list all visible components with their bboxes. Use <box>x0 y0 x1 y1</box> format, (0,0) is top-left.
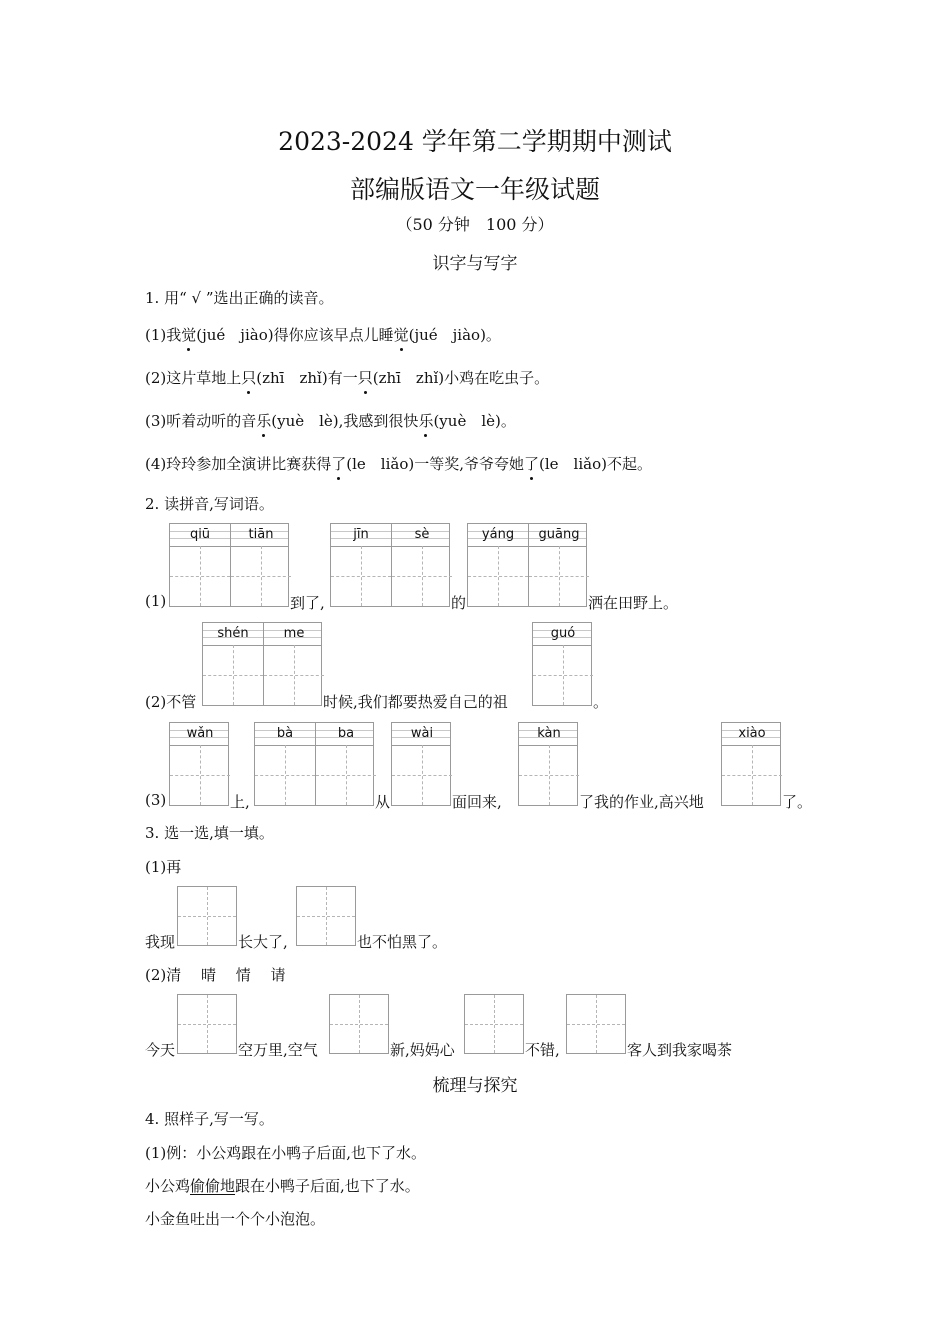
pinyin-label: xiào <box>738 726 766 741</box>
q2-row1-text-1: 到了, <box>290 594 325 612</box>
section-heading-2: 梳理与探究 <box>432 1076 518 1096</box>
pinyin-label: jīn <box>353 527 369 542</box>
pinyin-label: wài <box>410 726 434 741</box>
q2-row2-text-2: 。 <box>593 693 609 711</box>
question-4-stem: 4. 照样子,写一写。 <box>145 1110 274 1128</box>
q3-p2-text-a: 今天 <box>145 1041 176 1059</box>
question-1-item-4: (4)玲玲参加全演讲比赛获得了(le liǎo)一等奖,爷爷夸她了(le liǎo)不起。 <box>145 455 652 473</box>
pinyin-grid-xiao[interactable] <box>721 722 781 806</box>
exam-meta: （50 分钟 100 分） <box>396 215 554 234</box>
pinyin-label: guó <box>550 626 576 641</box>
q2-row1-text-2: 的 <box>451 594 467 612</box>
q3-p1-text-c: 也不怕黑了。 <box>357 933 448 951</box>
q3-p2-text-b: 空万里,空气 <box>238 1041 318 1059</box>
pinyin-label: wǎn <box>186 726 214 741</box>
pinyin-grid-wan[interactable] <box>169 722 229 806</box>
pinyin-grid-yangguang[interactable] <box>467 523 587 607</box>
question-1-item-2: (2)这片草地上只(zhī zhǐ)有一只(zhī zhǐ)小鸡在吃虫子。 <box>145 369 550 387</box>
write-box[interactable] <box>177 886 237 946</box>
question-4-example-2: 小公鸡偷偷地跟在小鸭子后面,也下了水。 <box>145 1177 420 1195</box>
write-box[interactable] <box>177 994 237 1054</box>
pinyin-label: shén <box>217 626 249 641</box>
q2-row3-text-5: 了。 <box>782 793 813 811</box>
write-box[interactable] <box>566 994 626 1054</box>
question-2-stem: 2. 读拼音,写词语。 <box>145 495 274 513</box>
pinyin-grid-jinse[interactable] <box>330 523 450 607</box>
q2-row2-text-1: 时候,我们都要热爱自己的祖 <box>323 693 508 711</box>
question-3-part-2: (2)清 晴 情 请 <box>145 966 286 984</box>
pinyin-grid-qiutian[interactable] <box>169 523 289 607</box>
pinyin-label: kàn <box>537 726 561 741</box>
pinyin-grid-guo[interactable] <box>532 622 592 706</box>
q2-row1-text-3: 洒在田野上。 <box>588 594 679 612</box>
pinyin-label: yáng <box>481 527 515 542</box>
question-1-item-3: (3)听着动听的音乐(yuè lè),我感到很快乐(yuè lè)。 <box>145 412 516 430</box>
q3-p2-text-c: 新,妈妈心 <box>390 1041 455 1059</box>
question-3-part-1: (1)再 <box>145 858 182 876</box>
q2-row3-label: (3) <box>145 791 167 809</box>
pinyin-grid-wai[interactable] <box>391 722 451 806</box>
q2-row1-label: (1) <box>145 592 167 610</box>
question-1-stem: 1. 用“ √ ”选出正确的读音。 <box>145 289 334 307</box>
q3-p2-text-d: 不错, <box>525 1041 560 1059</box>
page-title: 2023-2024 学年第二学期期中测试 <box>278 127 672 156</box>
pinyin-label: tiān <box>230 524 291 546</box>
pinyin-grid-baba[interactable] <box>254 722 374 806</box>
section-heading-1: 识字与写字 <box>432 254 518 274</box>
pinyin-label: me <box>263 623 324 645</box>
pinyin-label: sè <box>391 524 452 546</box>
question-3-stem: 3. 选一选,填一填。 <box>145 824 274 842</box>
pinyin-grid-kan[interactable] <box>518 722 578 806</box>
q3-p1-text-b: 长大了, <box>238 933 288 951</box>
question-4-example: (1)例：小公鸡跟在小鸭子后面,也下了水。 <box>145 1144 427 1162</box>
q2-row2-label: (2)不管 <box>145 693 197 711</box>
pinyin-label: guāng <box>528 524 589 546</box>
write-box[interactable] <box>329 994 389 1054</box>
q2-row3-text-3: 面回来, <box>452 793 502 811</box>
q3-p2-text-e: 客人到我家喝茶 <box>627 1041 733 1059</box>
question-1-item-1: (1)我觉(jué jiào)得你应该早点儿睡觉(jué jiào)。 <box>145 326 501 344</box>
q3-p1-text-a: 我现 <box>145 933 176 951</box>
underlined-word: 偷偷地 <box>190 1177 236 1195</box>
page-subtitle: 部编版语文一年级试题 <box>349 175 600 204</box>
write-box[interactable] <box>464 994 524 1054</box>
q2-row3-text-2: 从 <box>375 793 391 811</box>
q2-row3-text-4: 了我的作业,高兴地 <box>579 793 704 811</box>
pinyin-label: bà <box>276 726 294 741</box>
write-box[interactable] <box>296 886 356 946</box>
pinyin-label: ba <box>315 723 376 745</box>
q2-row3-text-1: 上, <box>230 793 250 811</box>
question-4-task: 小金鱼吐出一个个小泡泡。 <box>145 1210 326 1228</box>
pinyin-grid-shenme[interactable] <box>202 622 322 706</box>
pinyin-label: qiū <box>189 527 211 542</box>
